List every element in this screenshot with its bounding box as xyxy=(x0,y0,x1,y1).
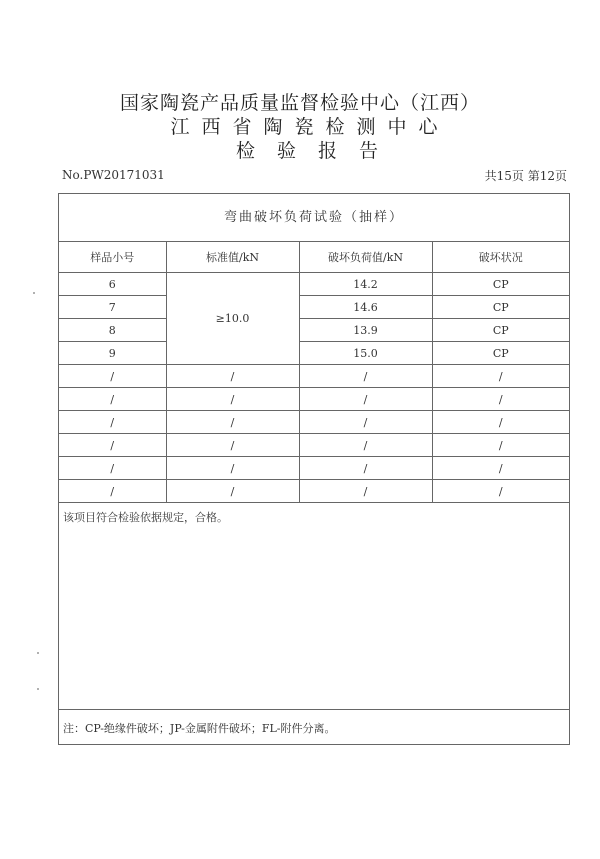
status-cell: CP xyxy=(432,342,569,365)
scan-speck xyxy=(37,688,39,690)
empty-cell: / xyxy=(432,388,569,411)
sample-id-cell: 7 xyxy=(59,296,166,319)
load-value-cell: 13.9 xyxy=(299,319,432,342)
center-name-line: 国家陶瓷产品质量监督检验中心（江西） xyxy=(119,92,480,114)
empty-cell: / xyxy=(166,365,299,388)
status-cell: CP xyxy=(432,319,569,342)
empty-cell: / xyxy=(166,434,299,457)
conclusion-text: 该项目符合检验依据规定，合格。 xyxy=(63,511,228,524)
empty-cell: / xyxy=(299,457,432,480)
status-cell: CP xyxy=(432,296,569,319)
section-title: 弯曲破坏负荷试验（抽样） xyxy=(59,194,569,242)
scan-speck xyxy=(37,652,39,654)
empty-row xyxy=(59,434,569,457)
empty-cell: / xyxy=(59,434,166,457)
status-cell: CP xyxy=(432,273,569,296)
table-row xyxy=(59,296,569,319)
empty-row xyxy=(59,457,569,480)
empty-cell: / xyxy=(432,480,569,503)
table-row xyxy=(59,342,569,365)
load-value-cell: 14.6 xyxy=(299,296,432,319)
scan-speck xyxy=(33,292,35,294)
empty-cell: / xyxy=(299,388,432,411)
report-frame xyxy=(58,193,570,745)
empty-row xyxy=(59,365,569,388)
empty-cell: / xyxy=(299,365,432,388)
center-subname-line: 江西省陶瓷检测中心 xyxy=(170,116,450,138)
empty-cell: / xyxy=(299,434,432,457)
standard-value-cell: ≥10.0 xyxy=(166,273,299,365)
table-header-row xyxy=(59,242,569,273)
empty-cell: / xyxy=(59,411,166,434)
empty-cell: / xyxy=(432,411,569,434)
empty-row xyxy=(59,388,569,411)
sample-id-cell: 6 xyxy=(59,273,166,296)
empty-cell: / xyxy=(59,388,166,411)
report-number: No.PW20171031 xyxy=(62,168,165,182)
empty-cell: / xyxy=(59,457,166,480)
column-header: 样品小号 xyxy=(59,242,166,273)
column-header: 破坏状况 xyxy=(432,242,569,273)
empty-row xyxy=(59,411,569,434)
load-value-cell: 14.2 xyxy=(299,273,432,296)
empty-cell: / xyxy=(166,480,299,503)
empty-cell: / xyxy=(299,411,432,434)
empty-cell: / xyxy=(166,457,299,480)
empty-cell: / xyxy=(166,388,299,411)
empty-cell: / xyxy=(432,457,569,480)
empty-row xyxy=(59,480,569,503)
empty-cell: / xyxy=(59,480,166,503)
sample-id-cell: 8 xyxy=(59,319,166,342)
page-indicator: 共15页 第12页 xyxy=(484,169,567,183)
empty-cell: / xyxy=(166,411,299,434)
empty-cell: / xyxy=(299,480,432,503)
sample-id-cell: 9 xyxy=(59,342,166,365)
divider xyxy=(59,709,569,710)
load-value-cell: 15.0 xyxy=(299,342,432,365)
empty-cell: / xyxy=(59,365,166,388)
footnote: 注：CP-绝缘件破坏；JP-金属附件破坏；FL-附件分离。 xyxy=(63,722,336,735)
empty-cell: / xyxy=(432,365,569,388)
results-table xyxy=(59,241,569,503)
report-title: 检验报告 xyxy=(235,140,400,162)
column-header: 标准值/kN xyxy=(166,242,299,273)
empty-cell: / xyxy=(432,434,569,457)
table-row xyxy=(59,319,569,342)
table-row xyxy=(59,273,569,296)
column-header: 破坏负荷值/kN xyxy=(299,242,432,273)
